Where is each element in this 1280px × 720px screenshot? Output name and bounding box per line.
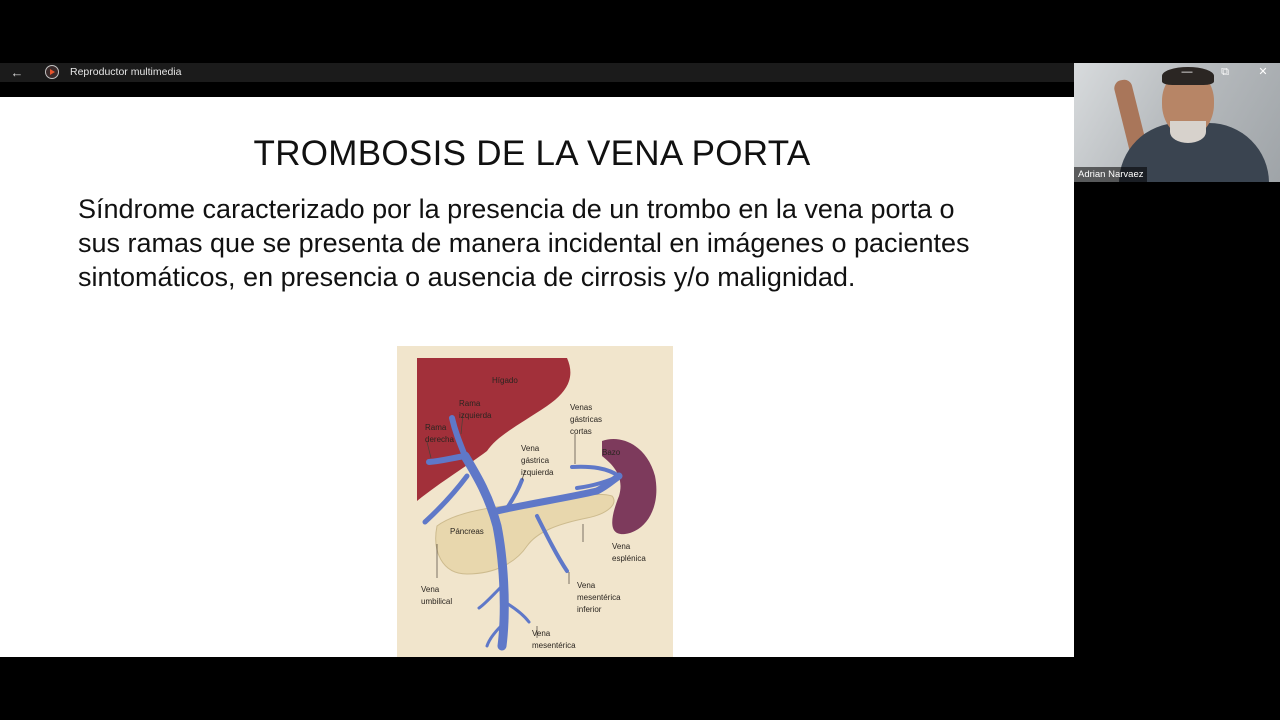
slide-title: TROMBOSIS DE LA VENA PORTA	[253, 134, 811, 173]
participant-name: Adrian Narvaez	[1074, 167, 1147, 182]
label-vena-mes-inf-2: mesentérica	[577, 593, 621, 602]
label-higado: Hígado	[492, 376, 518, 385]
label-vena-mesenterica-1: Vena	[532, 629, 551, 638]
label-vena-esplenica-2: esplénica	[612, 554, 646, 563]
participant-video[interactable]	[1074, 63, 1280, 182]
label-bazo: Bazo	[602, 448, 621, 457]
back-arrow-icon[interactable]: ←	[10, 65, 24, 80]
label-vena-gastrica-3: izquierda	[521, 468, 554, 477]
label-venas-gastricas-1: Venas	[570, 403, 593, 412]
label-rama-derecha-1: Rama	[425, 423, 447, 432]
close-icon[interactable]: ✕	[1258, 66, 1268, 78]
label-vena-mes-inf-3: inferior	[577, 605, 602, 614]
label-rama-derecha-2: derecha	[425, 435, 454, 444]
restore-icon[interactable]: ⧉	[1221, 66, 1229, 78]
participant-beard	[1170, 121, 1206, 143]
slide-body: Síndrome caracterizado por la presencia de un trombo en la vena porta o sus ramas que se presenta de manera incidental en imágenes o pacientes sintomáticos, en presencia o ausencia de cirrosis y/o malignidad.	[78, 194, 970, 292]
label-vena-esplenica-1: Vena	[612, 542, 631, 551]
media-player-icon	[45, 65, 59, 79]
label-vena-gastrica-1: Vena	[521, 444, 540, 453]
label-rama-izquierda-2: izquierda	[459, 411, 492, 420]
label-vena-mes-inf-1: Vena	[577, 581, 596, 590]
minimize-icon[interactable]: —	[1181, 66, 1193, 78]
label-vena-mesenterica-2: mesentérica	[532, 641, 576, 650]
title-strip	[0, 82, 1074, 97]
label-vena-gastrica-2: gástrica	[521, 456, 550, 465]
label-venas-gastricas-2: gástricas	[570, 415, 603, 424]
label-rama-izquierda-1: Rama	[459, 399, 481, 408]
portal-vein-diagram	[397, 346, 673, 657]
label-pancreas: Páncreas	[450, 527, 484, 536]
window-title: Reproductor multimedia	[70, 66, 182, 78]
label-venas-gastricas-3: cortas	[570, 427, 592, 436]
label-vena-umbilical-2: umbilical	[421, 597, 453, 606]
slide	[0, 97, 1074, 657]
label-vena-umbilical-1: Vena	[421, 585, 440, 594]
